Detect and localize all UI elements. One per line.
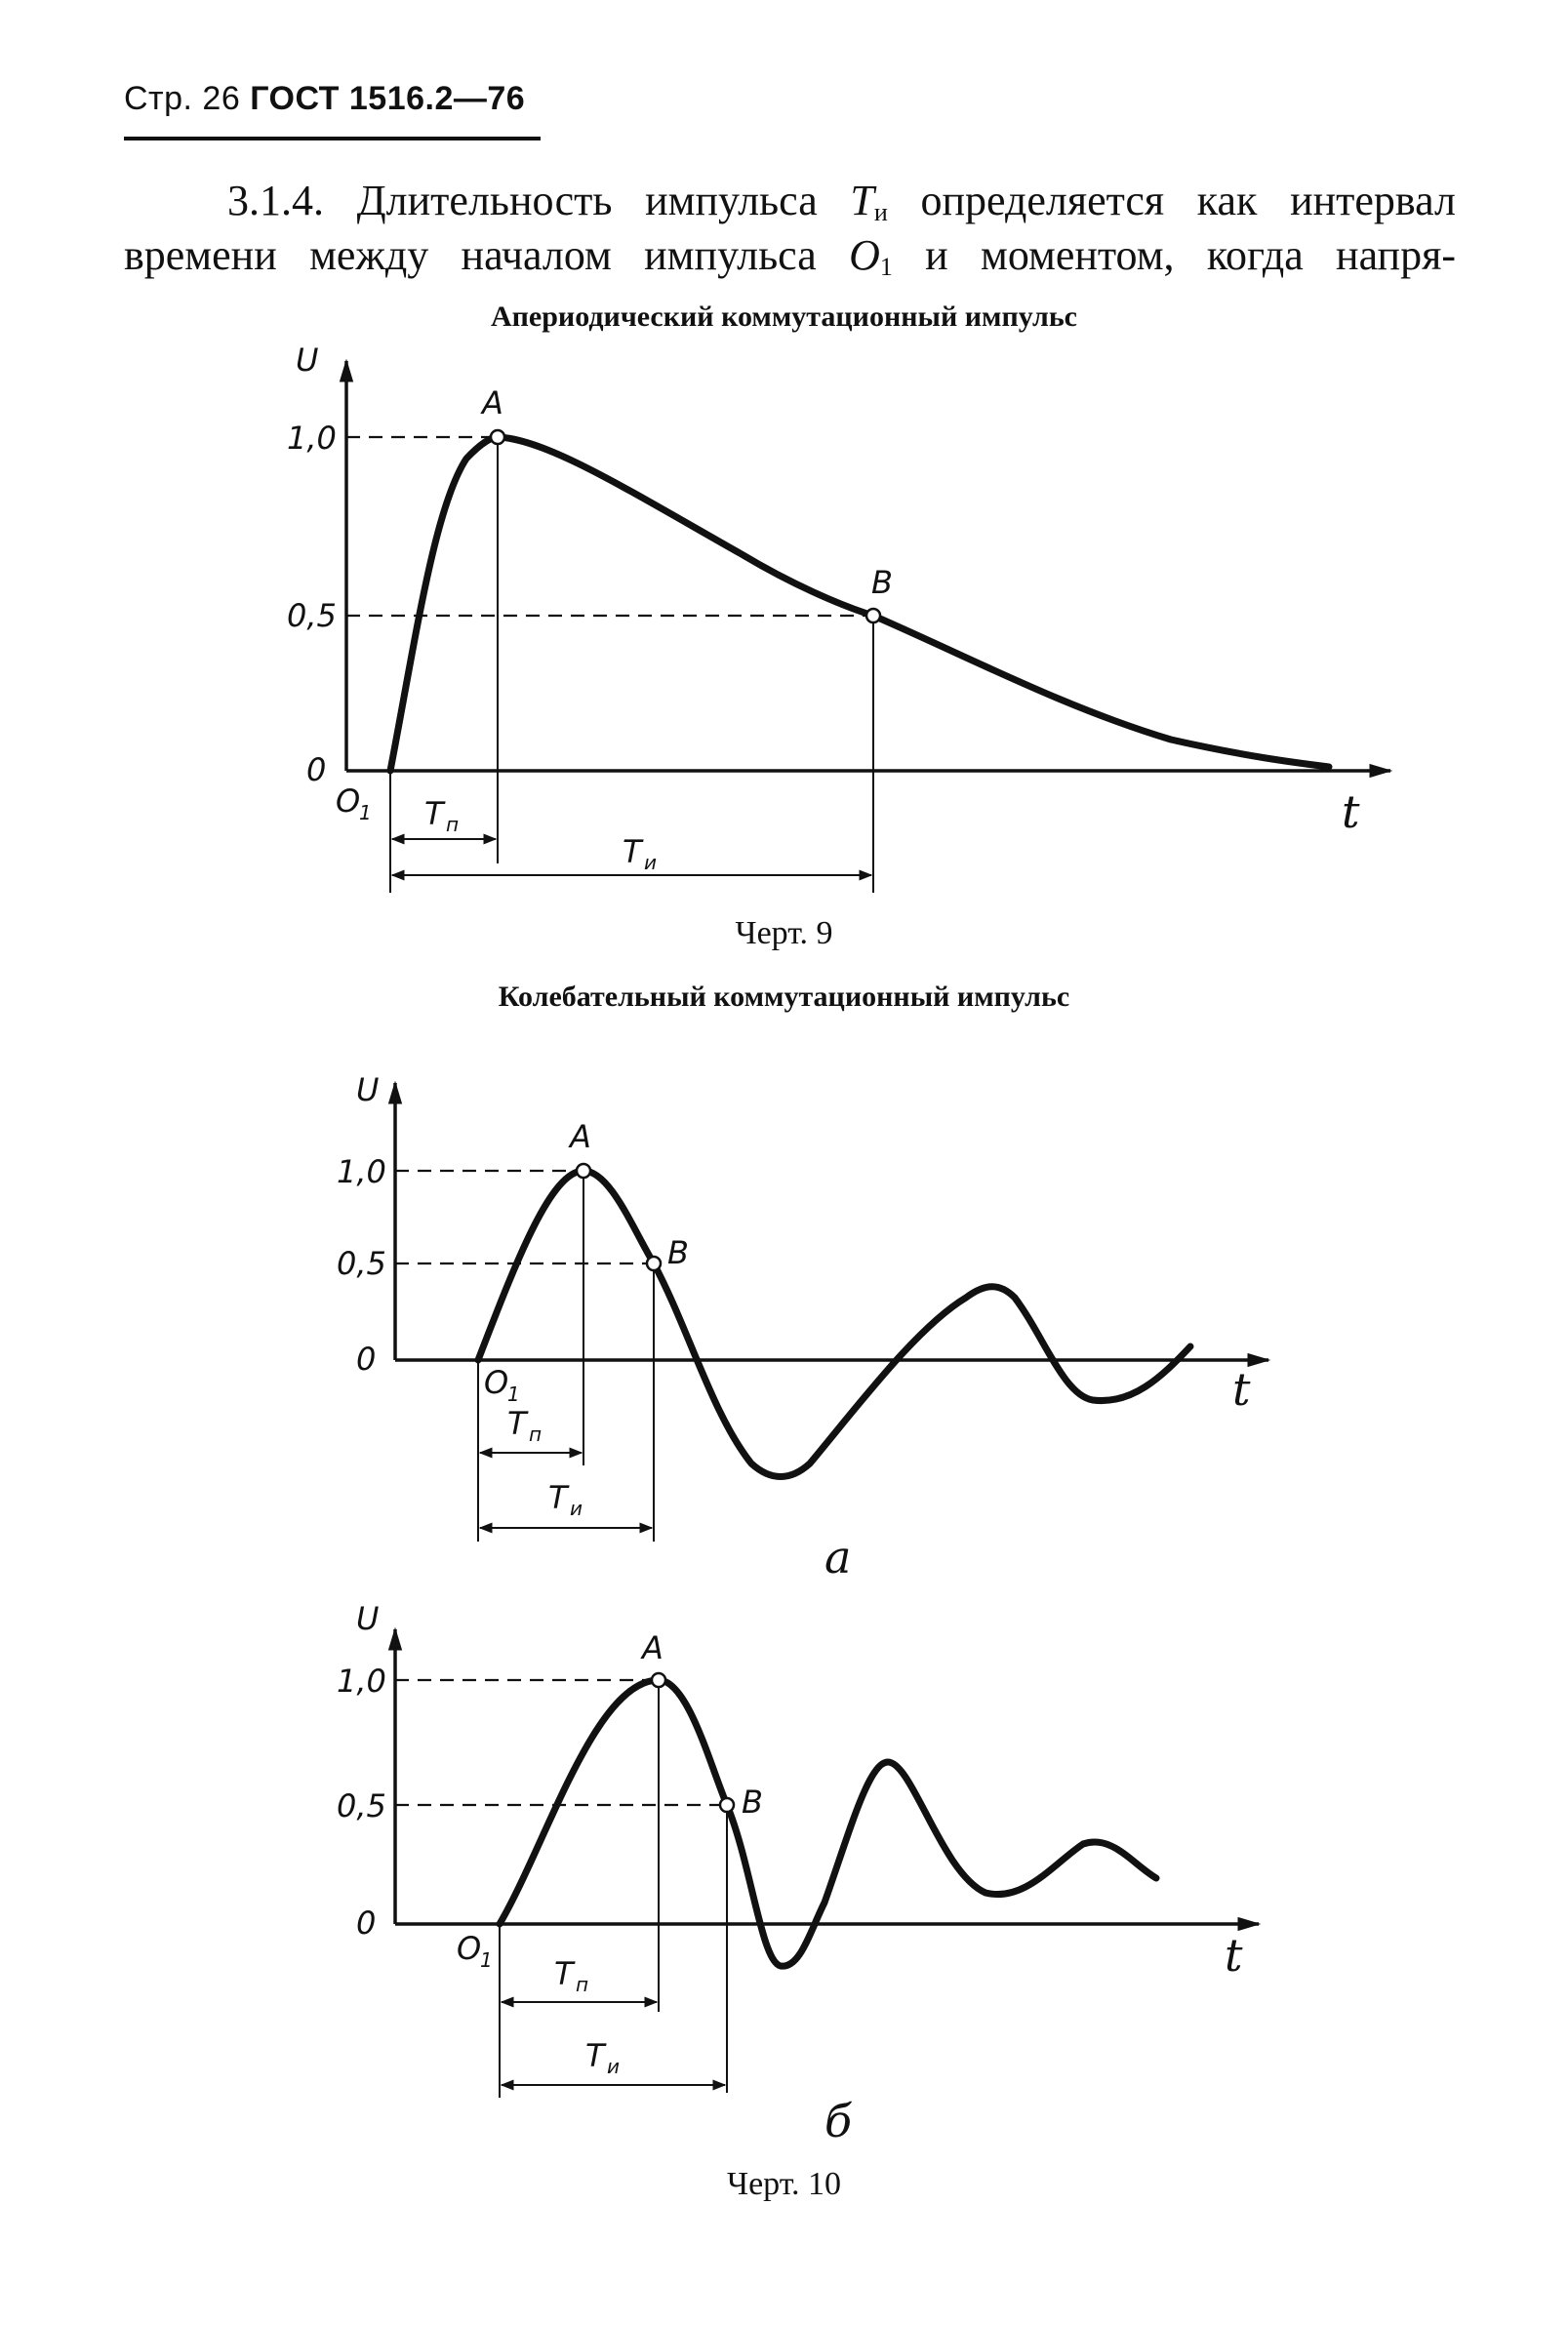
para-T-symbol: T xyxy=(850,177,874,224)
fig10b-label-O: O xyxy=(457,1930,482,1967)
fig10a-label-t: t xyxy=(1232,1363,1251,1416)
fig10b-label-Tp-sub: п xyxy=(576,1973,589,1996)
fig10a-tick-0: 0 xyxy=(356,1341,377,1378)
fig10b-tick-05: 0,5 xyxy=(337,1787,386,1824)
fig9-label-B: B xyxy=(871,564,893,601)
page-number: Стр. 26 xyxy=(124,80,241,117)
fig10b-label-Tp: T xyxy=(554,1955,574,1992)
para-line1-post: определяется как интервал xyxy=(920,177,1457,224)
standard-number: ГОСТ 1516.2—76 xyxy=(250,80,526,117)
chart-figure10a xyxy=(337,1071,1268,1583)
fig10b-label-A: A xyxy=(642,1629,663,1666)
fig9-label-t: t xyxy=(1342,785,1360,838)
fig10b-label-Ti-sub: и xyxy=(607,2055,620,2078)
fig10a-sublabel: а xyxy=(824,1531,852,1583)
fig10a-label-O-sub: 1 xyxy=(507,1383,520,1406)
fig9-point-B xyxy=(866,609,880,622)
para-T-sub: и xyxy=(873,198,888,226)
fig10a-curve xyxy=(478,1171,1190,1477)
fig10a-label-Ti-sub: и xyxy=(570,1497,583,1520)
fig9-label-Tp: T xyxy=(424,795,444,832)
fig9-tick-1: 1,0 xyxy=(287,420,337,457)
para-O-symbol: O xyxy=(849,231,880,279)
fig9-label-O-sub: 1 xyxy=(359,801,372,824)
fig10b-tick-0: 0 xyxy=(356,1904,377,1942)
fig9-curve xyxy=(390,437,1329,771)
fig10a-point-B xyxy=(647,1257,661,1270)
para-line2-post: и моментом, когда напря- xyxy=(925,231,1456,279)
fig9-label-Tp-sub: п xyxy=(446,813,460,836)
fig10b-tick-1: 1,0 xyxy=(337,1663,386,1700)
fig10a-label-B: B xyxy=(667,1234,689,1271)
fig10b-label-Ti: T xyxy=(585,2037,605,2074)
fig10a-label-A: A xyxy=(570,1118,591,1155)
chart-figure10b xyxy=(337,1600,1259,2147)
fig10a-label-Ti: T xyxy=(548,1479,568,1516)
fig9-tick-0: 0 xyxy=(306,751,327,788)
fig10b-point-B xyxy=(720,1798,734,1812)
para-line2-pre: времени между началом импульса xyxy=(124,231,817,279)
fig9-label-O: O xyxy=(336,782,361,820)
fig10b-point-A xyxy=(652,1673,665,1687)
fig9-label-Ti-sub: и xyxy=(644,851,657,874)
figure9-caption: Черт. 9 xyxy=(735,915,833,951)
fig10b-label-O-sub: 1 xyxy=(480,1948,493,1972)
fig10a-label-U: U xyxy=(356,1071,380,1108)
fig9-label-Ti: T xyxy=(623,833,642,870)
fig10a-label-Tp: T xyxy=(507,1405,527,1442)
fig9-label-U: U xyxy=(296,341,319,379)
para-line1-pre: 3.1.4. Длительность импульса xyxy=(227,177,818,224)
fig10a-tick-1: 1,0 xyxy=(337,1153,386,1190)
fig10b-label-t: t xyxy=(1225,1929,1243,1982)
figure10-title: Колебательный коммутационный импульс xyxy=(498,981,1070,1013)
fig9-point-A xyxy=(491,430,504,444)
figure9-title: Апериодический коммутационный импульс xyxy=(490,301,1077,333)
fig10b-label-B: B xyxy=(742,1784,763,1821)
fig10a-tick-05: 0,5 xyxy=(337,1245,386,1282)
fig10b-label-U: U xyxy=(356,1600,380,1637)
para-O-sub: 1 xyxy=(879,253,893,281)
fig10a-point-A xyxy=(577,1164,590,1178)
fig9-label-A: A xyxy=(482,384,503,421)
fig10b-sublabel: б xyxy=(824,2095,853,2147)
figure10-caption: Черт. 10 xyxy=(726,2166,842,2202)
fig10a-label-Tp-sub: п xyxy=(529,1423,543,1446)
fig10a-label-O: O xyxy=(484,1364,509,1401)
fig9-tick-05: 0,5 xyxy=(287,597,337,634)
chart-figure9 xyxy=(287,341,1390,893)
